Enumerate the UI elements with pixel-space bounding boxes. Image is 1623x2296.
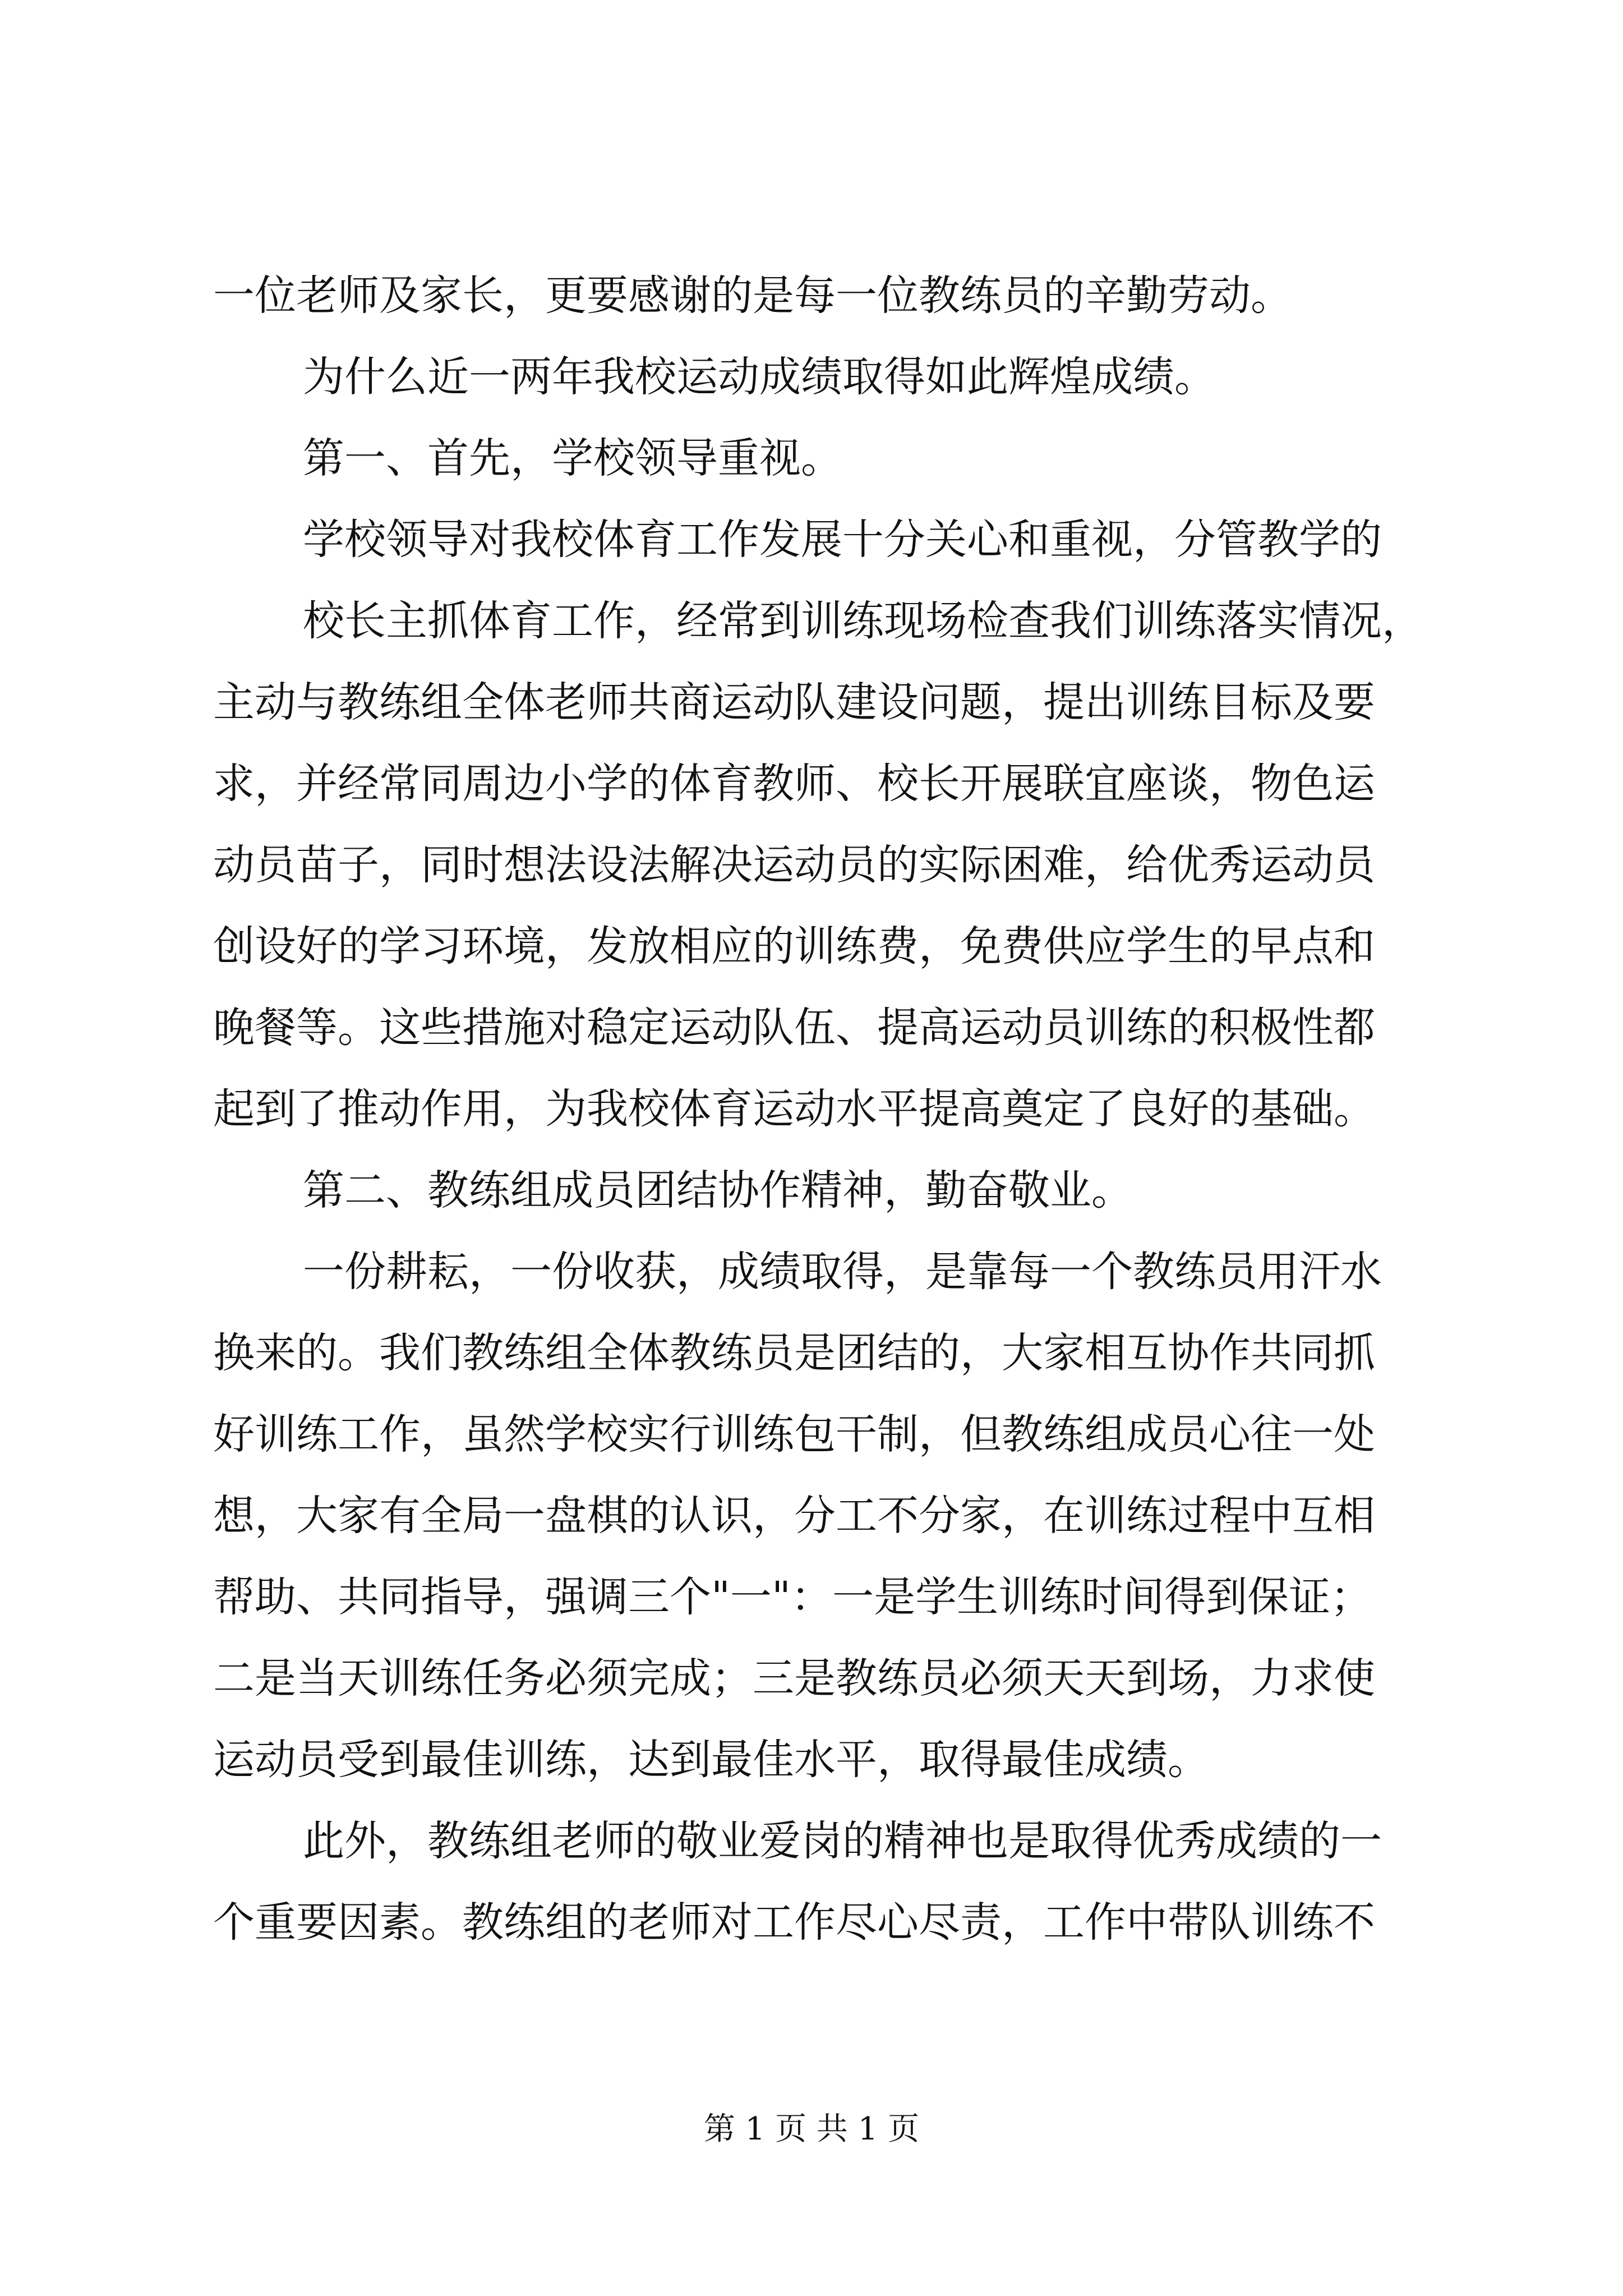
body-text-line: 动员苗子，同时想法设法解决运动员的实际困难，给优秀运动员 bbox=[213, 841, 1375, 889]
page-footer: 第 1 页 共 1 页 bbox=[703, 2111, 920, 2147]
body-text-line: 为什么近一两年我校运动成绩取得如此辉煌成绩。 bbox=[303, 353, 1216, 401]
body-text-line: 起到了推动作用，为我校体育运动水平提高奠定了良好的基础。 bbox=[213, 1085, 1375, 1133]
body-text-line: 运动员受到最佳训练，达到最佳水平，取得最佳成绩。 bbox=[213, 1736, 1209, 1784]
body-text-line: 校长主抓体育工作，经常到训练现场检查我们训练落实情况， bbox=[303, 597, 1423, 645]
body-text-line: 此外，教练组老师的敬业爱岗的精神也是取得优秀成绩的一 bbox=[303, 1817, 1382, 1865]
body-text-line: 第一、首先，学校领导重视。 bbox=[303, 434, 842, 482]
body-text-line: 好训练工作，虽然学校实行训练包干制，但教练组成员心往一处 bbox=[213, 1410, 1375, 1458]
body-text-line: 第二、教练组成员团结协作精神，勤奋敬业。 bbox=[303, 1166, 1133, 1214]
body-text-line: 一位老师及家长，更要感谢的是每一位教练员的辛勤劳动。 bbox=[213, 272, 1292, 320]
body-text-line: 二是当天训练任务必须完成；三是教练员必须天天到场，力求使 bbox=[213, 1654, 1375, 1703]
body-text-line: 个重要因素。教练组的老师对工作尽心尽责，工作中带队训练不 bbox=[213, 1898, 1375, 1947]
body-text-line: 创设好的学习环境，发放相应的训练费，免费供应学生的早点和 bbox=[213, 922, 1375, 970]
body-text-line: 求，并经常同周边小学的体育教师、校长开展联宜座谈，物色运 bbox=[213, 760, 1375, 808]
body-text-line: 晚餐等。这些措施对稳定运动队伍、提高运动员训练的积极性都 bbox=[213, 1004, 1375, 1052]
body-text-line: 想，大家有全局一盘棋的认识，分工不分家，在训练过程中互相 bbox=[213, 1492, 1375, 1540]
body-text-line: 主动与教练组全体老师共商运动队建设问题，提出训练目标及要 bbox=[213, 678, 1375, 726]
body-text-line: 学校领导对我校体育工作发展十分关心和重视，分管教学的 bbox=[303, 516, 1382, 564]
body-text-line: 换来的。我们教练组全体教练员是团结的，大家相互协作共同抓 bbox=[213, 1329, 1375, 1377]
body-text-line: 帮助、共同指导，强调三个"一"：一是学生训练时间得到保证； bbox=[213, 1573, 1372, 1621]
body-text-line: 一份耕耘，一份收获，成绩取得，是靠每一个教练员用汗水 bbox=[303, 1248, 1382, 1296]
